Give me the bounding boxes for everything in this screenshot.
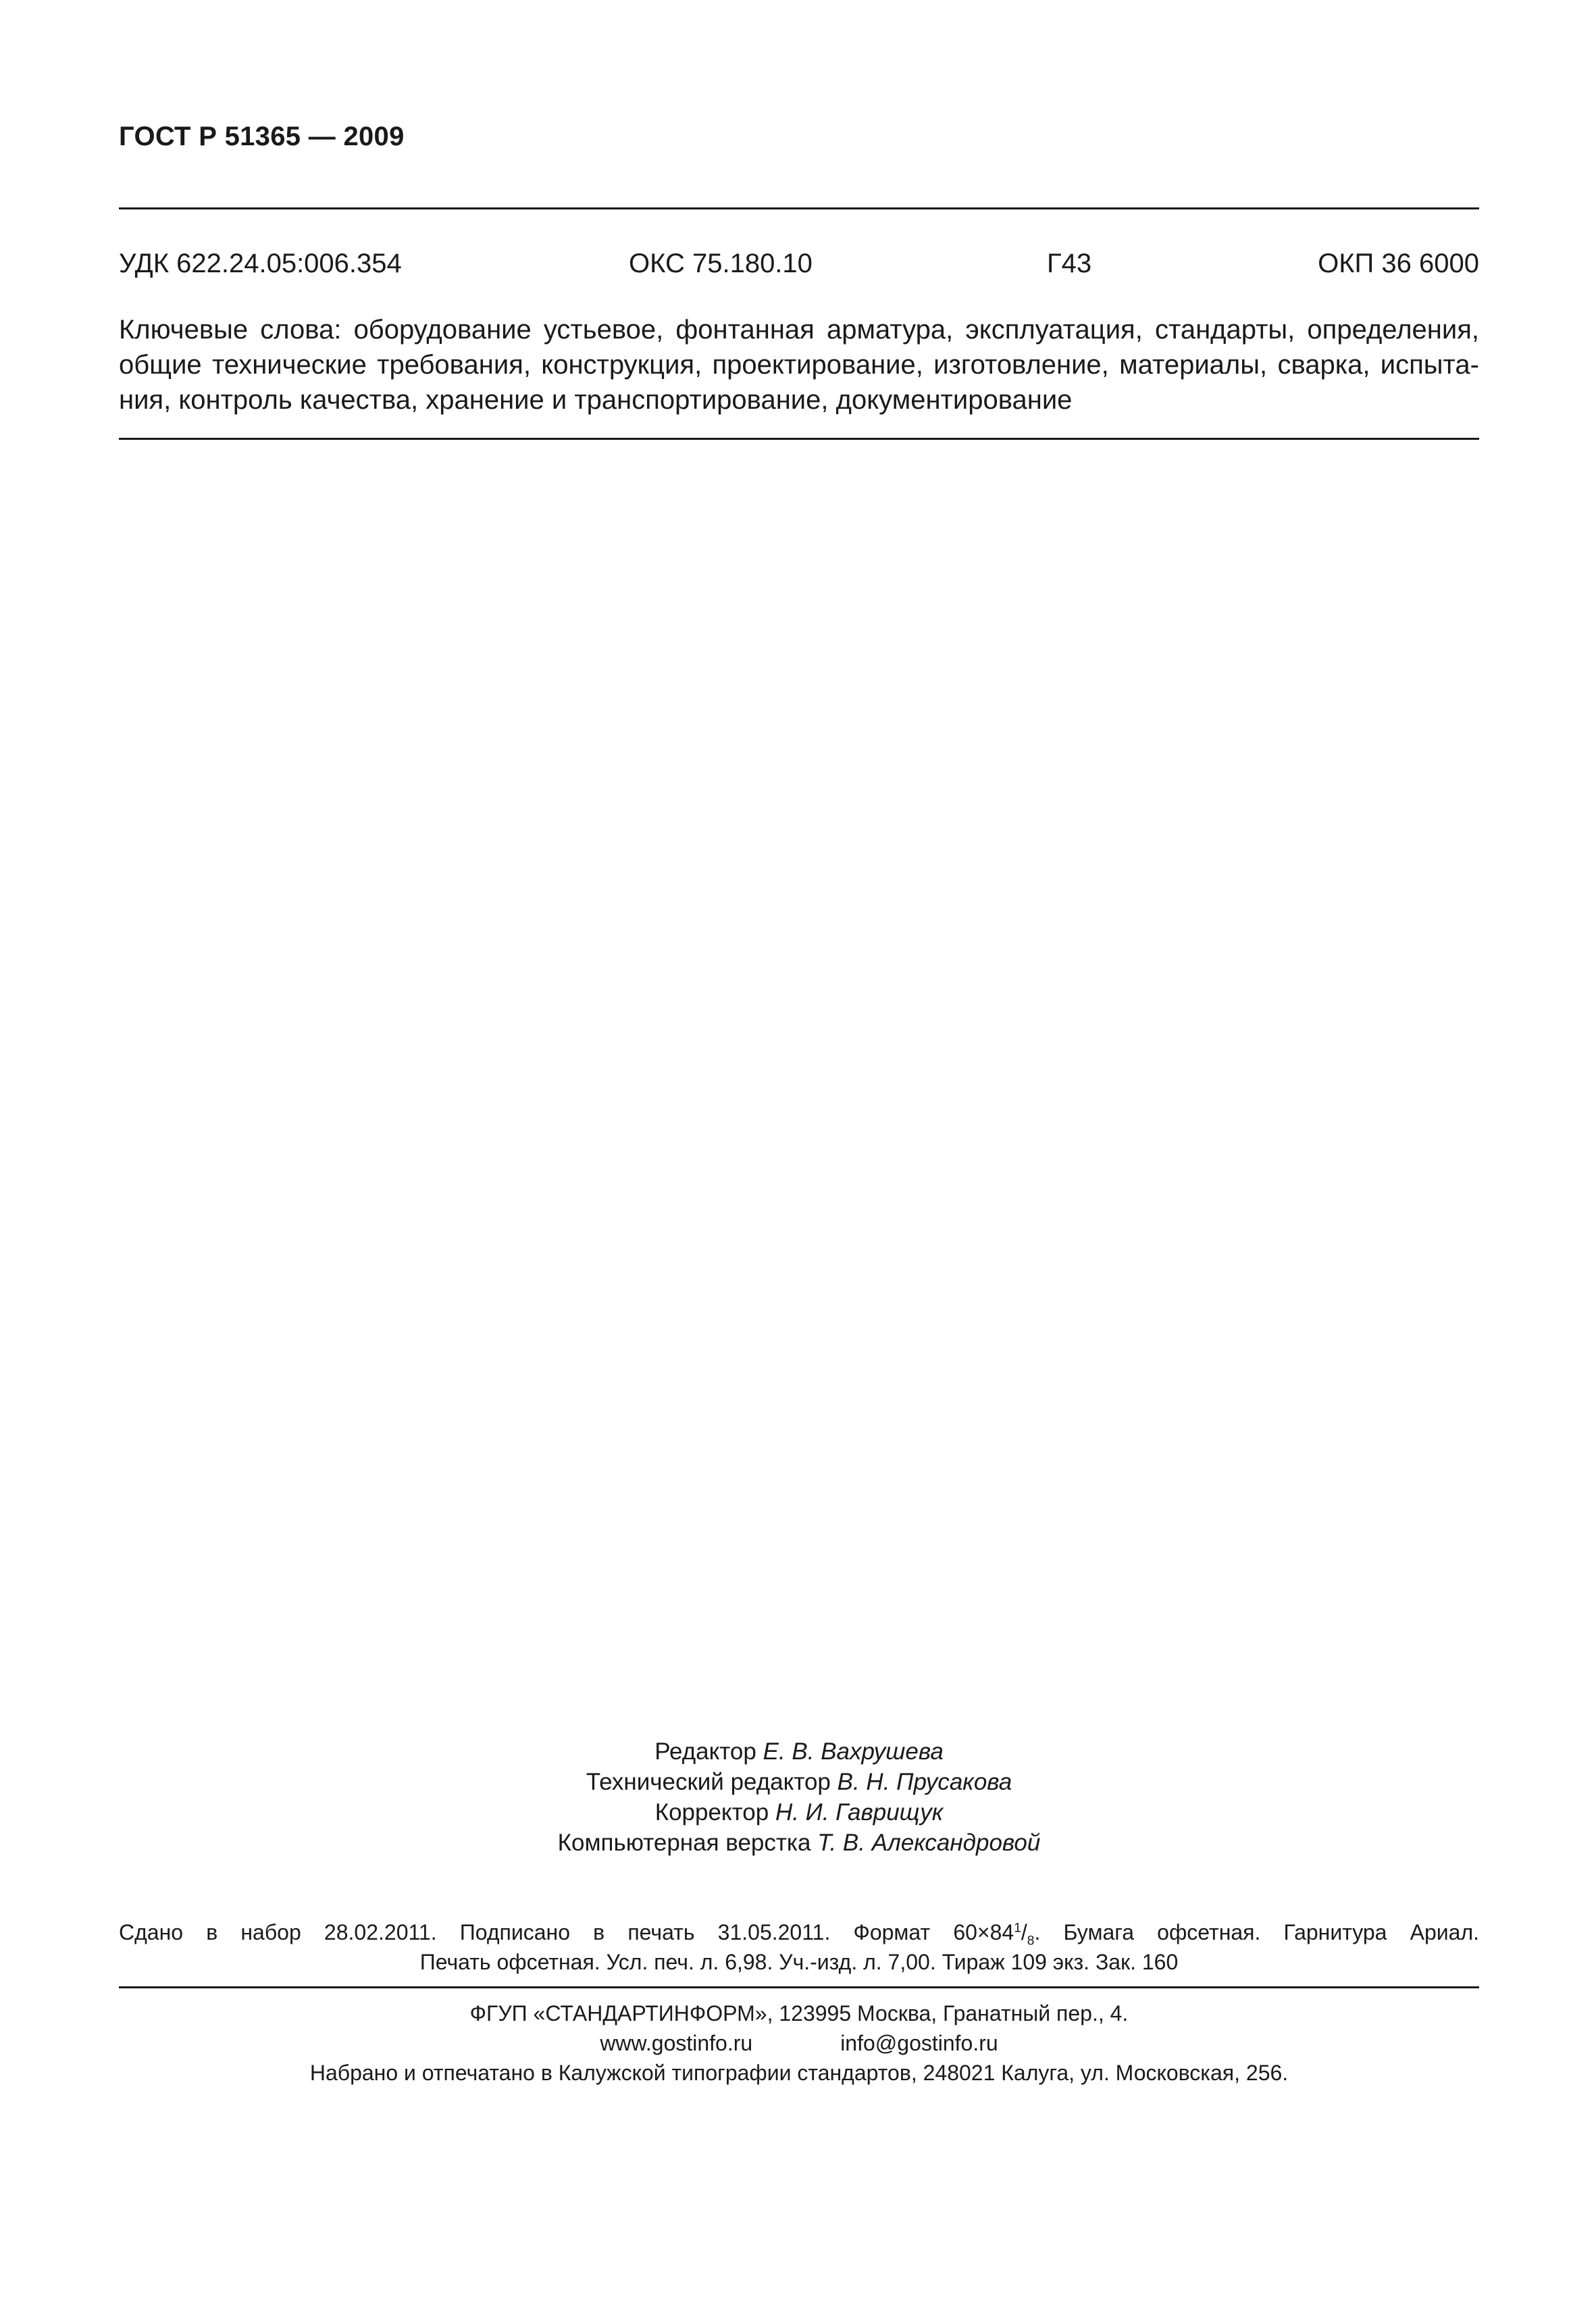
keywords-divider — [119, 438, 1479, 440]
credit-name: Т. В. Александровой — [817, 1830, 1041, 1856]
keywords-block — [119, 312, 1479, 418]
publisher-contacts — [119, 2028, 1479, 2058]
print-info-line: Сдано в набор 28.02.2011. Подписано в печать 31.05.2011. Формат $60\times 84^1/_8$. Бумага офсетная. Гарнитура Ариал. — [119, 1920, 1480, 1948]
credit-role: Компьютерная верстка — [557, 1830, 811, 1856]
credit-role: Технический редактор — [586, 1769, 831, 1795]
printer-info: Набрано и отпечатано в Калужской типографии стандартов, 248021 Калуга, ул. Московская, 256. — [309, 2061, 1289, 2085]
credit-name: В. Н. Прусакова — [837, 1769, 1012, 1795]
classification-codes — [119, 249, 1479, 282]
group-code: Г43 — [1047, 249, 1092, 278]
publisher-email-link[interactable]: info@gostinfo.ru — [840, 2031, 998, 2055]
credit-name: Н. И. Гаврищук — [775, 1799, 944, 1826]
keywords-line: ния, контроль качества, хранение и транспортирование, документирование — [119, 385, 1073, 415]
print-info-line: Печать офсетная. Усл. печ. л. 6,98. Уч.-изд. л. 7,00. Тираж 109 экз. Зак. 160 — [419, 1950, 1179, 1974]
credit-layout — [119, 1828, 1479, 1858]
credit-tech-editor — [119, 1767, 1479, 1797]
credit-corrector — [119, 1797, 1479, 1828]
top-divider — [119, 207, 1479, 209]
credit-editor — [119, 1736, 1479, 1767]
credit-role: Корректор — [654, 1799, 769, 1826]
oks-code: ОКС 75.180.10 — [629, 249, 813, 278]
udk-code: УДК 622.24.05:006.354 — [119, 249, 402, 278]
document-title: ГОСТ Р 51365 — 2009 — [119, 122, 405, 151]
publisher-address: ФГУП «СТАНДАРТИНФОРМ», 123995 Москва, Гранатный пер., 4. — [469, 2001, 1129, 2026]
format-fraction-num: 1 — [1014, 1921, 1021, 1936]
okp-code: ОКП 36 6000 — [1318, 249, 1479, 278]
print-info-text: Сдано в набор 28.02.2011. Подписано в печать 31.05.2011. Формат 60×84 — [119, 1920, 1014, 1944]
print-info-block — [119, 1917, 1479, 1977]
publisher-block — [119, 1998, 1479, 2088]
credits-block — [119, 1736, 1479, 1858]
publisher-website-link[interactable]: www.gostinfo.ru — [600, 2031, 753, 2055]
credit-name: Е. В. Вахрушева — [763, 1738, 944, 1765]
print-info-text: . Бумага офсетная. Гарнитура Ариал. — [1034, 1920, 1480, 1944]
credit-role: Редактор — [654, 1738, 756, 1765]
keywords-line: Ключевые слова: оборудование устьевое, фонтанная арматура, эксплуатация, стандарты, определения, — [119, 315, 1479, 345]
keywords-line: общие технические требования, конструкция, проектирование, изготовление, материалы, сварка, испыта- — [119, 350, 1479, 380]
format-fraction-den: 8 — [1027, 1934, 1035, 1948]
publisher-divider — [119, 1986, 1479, 1988]
